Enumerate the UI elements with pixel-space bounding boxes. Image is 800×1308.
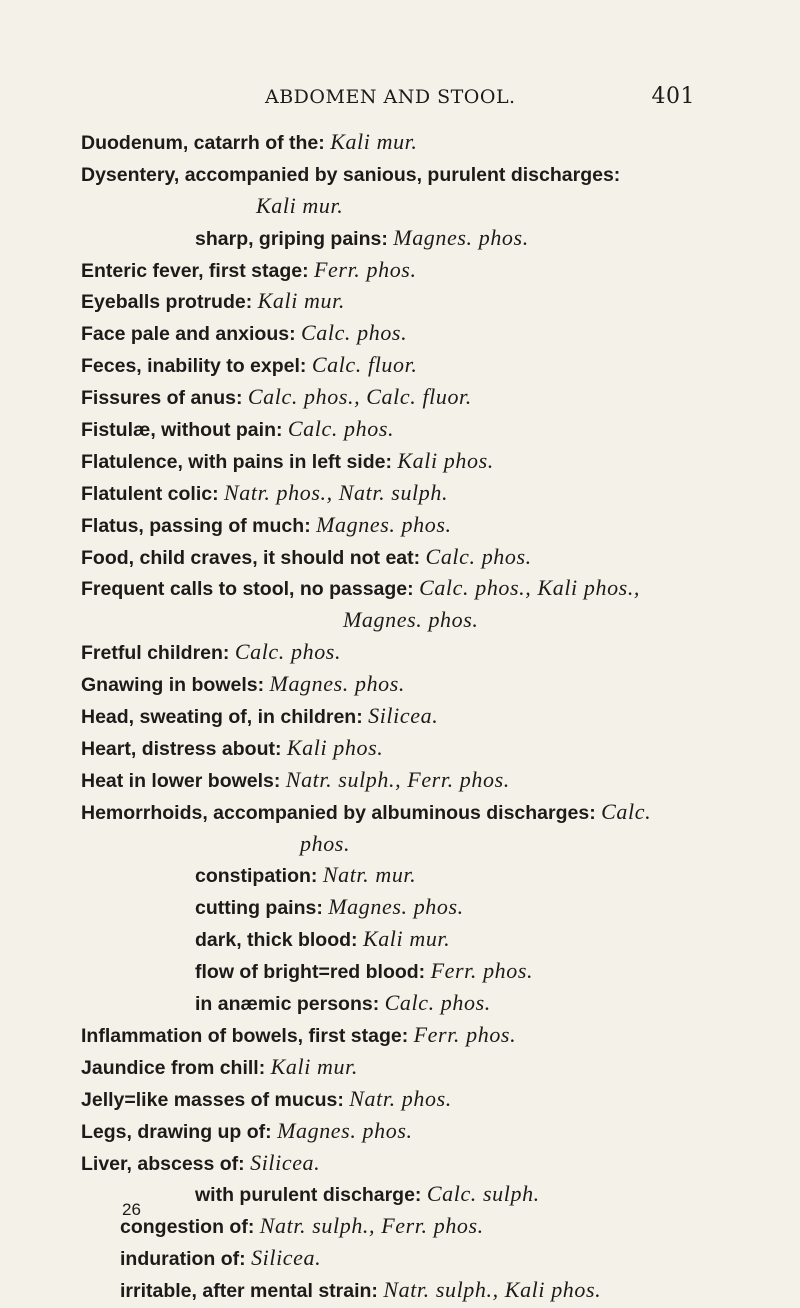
entry-text: cutting pains: <box>195 897 329 920</box>
entry-text: Heart, distress about: <box>81 737 287 760</box>
page-number: 401 <box>651 84 695 109</box>
remedy-name: Calc. <box>601 798 652 824</box>
index-entry <box>0 828 800 860</box>
remedy-name: Natr. phos., Natr. sulph. <box>224 479 449 505</box>
entry-text: dark, thick blood: <box>195 929 363 952</box>
entry-text: Feces, inability to expel: <box>81 355 312 378</box>
remedy-name: Kali mur. <box>256 192 344 218</box>
entry-text: Eyeballs protrude: <box>81 291 258 314</box>
index-entry <box>0 700 800 732</box>
index-entry <box>0 668 800 700</box>
remedy-name: Kali mur. <box>362 926 451 952</box>
remedy-name: Calc. phos., Kali phos., <box>419 575 641 601</box>
entry-text: Liver, abscess of: <box>81 1152 251 1175</box>
index-entry <box>0 1083 800 1115</box>
remedy-name: Kali mur. <box>257 288 345 314</box>
entry-text: irritable, after mental strain: <box>120 1280 384 1303</box>
index-entry <box>0 317 800 349</box>
index-entry <box>0 987 800 1019</box>
index-entry <box>0 541 800 573</box>
entry-text: Flatus, passing of much: <box>81 514 317 537</box>
remedy-name: Calc. phos., Calc. fluor. <box>247 384 472 410</box>
index-entry <box>0 636 800 668</box>
index-entry <box>0 859 800 891</box>
index-entry <box>0 1051 800 1083</box>
index-entry <box>0 1019 800 1051</box>
index-entry <box>0 126 800 158</box>
index-entry <box>0 349 800 381</box>
index-entry <box>0 477 800 509</box>
entry-text: constipation: <box>195 865 323 888</box>
index-entry <box>0 1210 800 1242</box>
remedy-name: Silicea. <box>368 703 439 729</box>
index-entry <box>0 891 800 923</box>
remedy-name: Magnes. phos. <box>277 1117 413 1143</box>
entry-text: induration of: <box>120 1248 252 1271</box>
index-entry <box>0 1147 800 1179</box>
entry-text: Fissures of anus: <box>81 387 248 410</box>
running-head-title: ABDOMEN AND STOOL. <box>265 86 516 108</box>
index-entries <box>0 126 800 1306</box>
entry-text: Jelly=like masses of mucus: <box>81 1088 350 1111</box>
entry-text: Dysentery, accompanied by sanious, purulent discharges: <box>81 163 621 186</box>
index-entry <box>0 509 800 541</box>
remedy-name: Calc. phos. <box>234 639 342 665</box>
remedy-name: Kali mur. <box>270 1053 358 1079</box>
index-entry <box>0 254 800 286</box>
index-entry <box>0 158 800 190</box>
index-entry <box>0 445 800 477</box>
entry-text: in anæmic persons: <box>195 993 385 1016</box>
index-entry <box>0 764 800 796</box>
remedy-name: Calc. phos. <box>384 990 491 1016</box>
remedy-name: Natr. phos. <box>349 1085 452 1111</box>
entry-text: Enteric fever, first stage: <box>81 259 315 282</box>
entry-text: Head, sweating of, in children: <box>81 706 369 729</box>
remedy-name: Natr. sulph., Ferr. phos. <box>259 1213 484 1239</box>
index-entry <box>0 222 800 254</box>
remedy-name: Ferr. phos. <box>413 1021 517 1047</box>
signature-mark: 26 <box>122 1200 141 1219</box>
index-entry <box>0 796 800 828</box>
remedy-name: Silicea. <box>251 1245 322 1271</box>
index-entry <box>0 923 800 955</box>
entry-text: flow of bright=red blood: <box>195 961 431 984</box>
index-entry <box>0 1178 800 1210</box>
remedy-name: Kali phos. <box>286 734 384 760</box>
remedy-name: Calc. phos. <box>287 416 395 442</box>
remedy-name: Kali phos. <box>397 447 494 473</box>
remedy-name: Magnes. phos. <box>316 511 452 537</box>
entry-text: Flatulence, with pains in left side: <box>81 450 398 473</box>
remedy-name: Magnes. phos. <box>343 607 479 633</box>
entry-text: Legs, drawing up of: <box>81 1120 278 1143</box>
entry-text: Food, child craves, it should not eat: <box>81 546 426 569</box>
entry-text: congestion of: <box>120 1216 260 1239</box>
entry-text: Jaundice from chill: <box>81 1056 271 1079</box>
remedy-name: Magnes. phos. <box>328 894 464 920</box>
entry-text: Duodenum, catarrh of the: <box>81 132 331 154</box>
remedy-name: Calc. fluor. <box>311 352 418 378</box>
entry-text: Face pale and anxious: <box>81 323 301 346</box>
remedy-name: Silicea. <box>250 1149 321 1175</box>
entry-text: Fistulæ, without pain: <box>81 419 288 442</box>
remedy-name: Natr. mur. <box>322 862 417 888</box>
entry-text: Fretful children: <box>81 642 235 665</box>
index-entry <box>0 190 800 222</box>
index-entry <box>0 285 800 317</box>
index-entry <box>0 1242 800 1274</box>
remedy-name: Calc. sulph. <box>426 1181 540 1207</box>
entry-text: Flatulent colic: <box>81 482 225 505</box>
remedy-name: Ferr. phos. <box>314 256 417 282</box>
remedy-name: Magnes. phos. <box>269 671 406 697</box>
entry-text: Frequent calls to stool, no passage: <box>81 578 420 601</box>
index-entry <box>0 732 800 764</box>
index-entry <box>0 604 800 636</box>
remedy-name: Calc. phos. <box>425 543 532 569</box>
index-entry <box>0 955 800 987</box>
index-entry <box>0 381 800 413</box>
remedy-name: Ferr. phos. <box>430 958 534 984</box>
remedy-name: Natr. sulph., Kali phos. <box>383 1277 602 1303</box>
running-head <box>265 86 695 114</box>
remedy-name: phos. <box>300 830 351 856</box>
remedy-name: Calc. phos. <box>300 320 408 346</box>
remedy-name: Natr. sulph., Ferr. phos. <box>285 766 510 792</box>
index-entry <box>0 1115 800 1147</box>
entry-text: Hemorrhoids, accompanied by albuminous discharges: <box>81 801 602 824</box>
index-entry <box>0 413 800 445</box>
index-entry <box>0 1274 800 1306</box>
entry-text: Heat in lower bowels: <box>81 769 286 792</box>
entry-text: sharp, griping pains: <box>195 227 394 250</box>
entry-text: with purulent discharge: <box>195 1184 427 1207</box>
index-entry <box>0 572 800 604</box>
remedy-name: Kali mur. <box>330 129 418 154</box>
entry-text: Gnawing in bowels: <box>81 674 270 697</box>
remedy-name: Magnes. phos. <box>393 224 529 250</box>
entry-text: Inflammation of bowels, first stage: <box>81 1024 414 1047</box>
